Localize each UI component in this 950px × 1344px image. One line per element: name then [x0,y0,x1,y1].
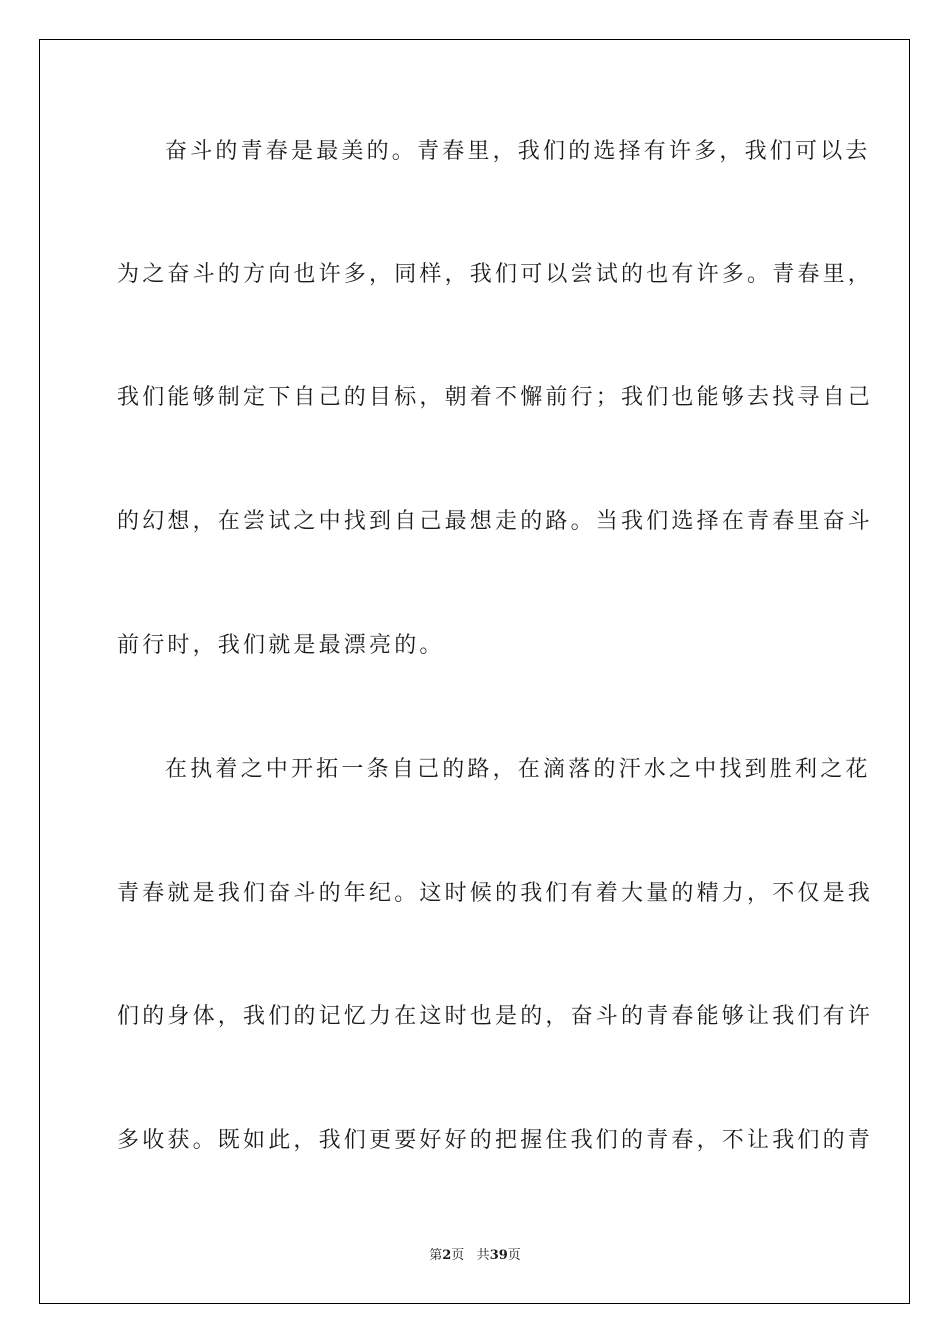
page-border [39,39,910,1304]
paragraph-line: 奋斗的青春是最美的。青春里，我们的选择有许多，我们可以去 [165,139,871,164]
page-current: 2 [442,1248,452,1263]
page-total: 39 [489,1248,508,1263]
paragraph-line: 们的身体，我们的记忆力在这时也是的，奋斗的青春能够让我们有许 [117,1004,874,1029]
page-footer [0,1247,950,1265]
paragraph-line: 为之奋斗的方向也许多，同样，我们可以尝试的也有许多。青春里， [117,262,874,287]
paragraph-line: 在执着之中开拓一条自己的路，在滴落的汗水之中找到胜利之花 [165,757,871,782]
paragraph-line: 多收获。既如此，我们更要好好的把握住我们的青春，不让我们的青 [117,1128,874,1153]
page-prefix: 第 [429,1248,443,1263]
paragraph-line: 我们能够制定下自己的目标，朝着不懈前行；我们也能够去找寻自己 [117,385,874,410]
total-suffix: 页 [507,1248,521,1263]
paragraph-line: 青春就是我们奋斗的年纪。这时候的我们有着大量的精力，不仅是我 [117,881,874,906]
paragraph-line: 的幻想，在尝试之中找到自己最想走的路。当我们选择在青春里奋斗 [117,509,874,534]
paragraph-line: 前行时，我们就是最漂亮的。 [117,633,445,658]
total-prefix: 共 [476,1248,490,1263]
page-suffix: 页 [451,1248,465,1263]
